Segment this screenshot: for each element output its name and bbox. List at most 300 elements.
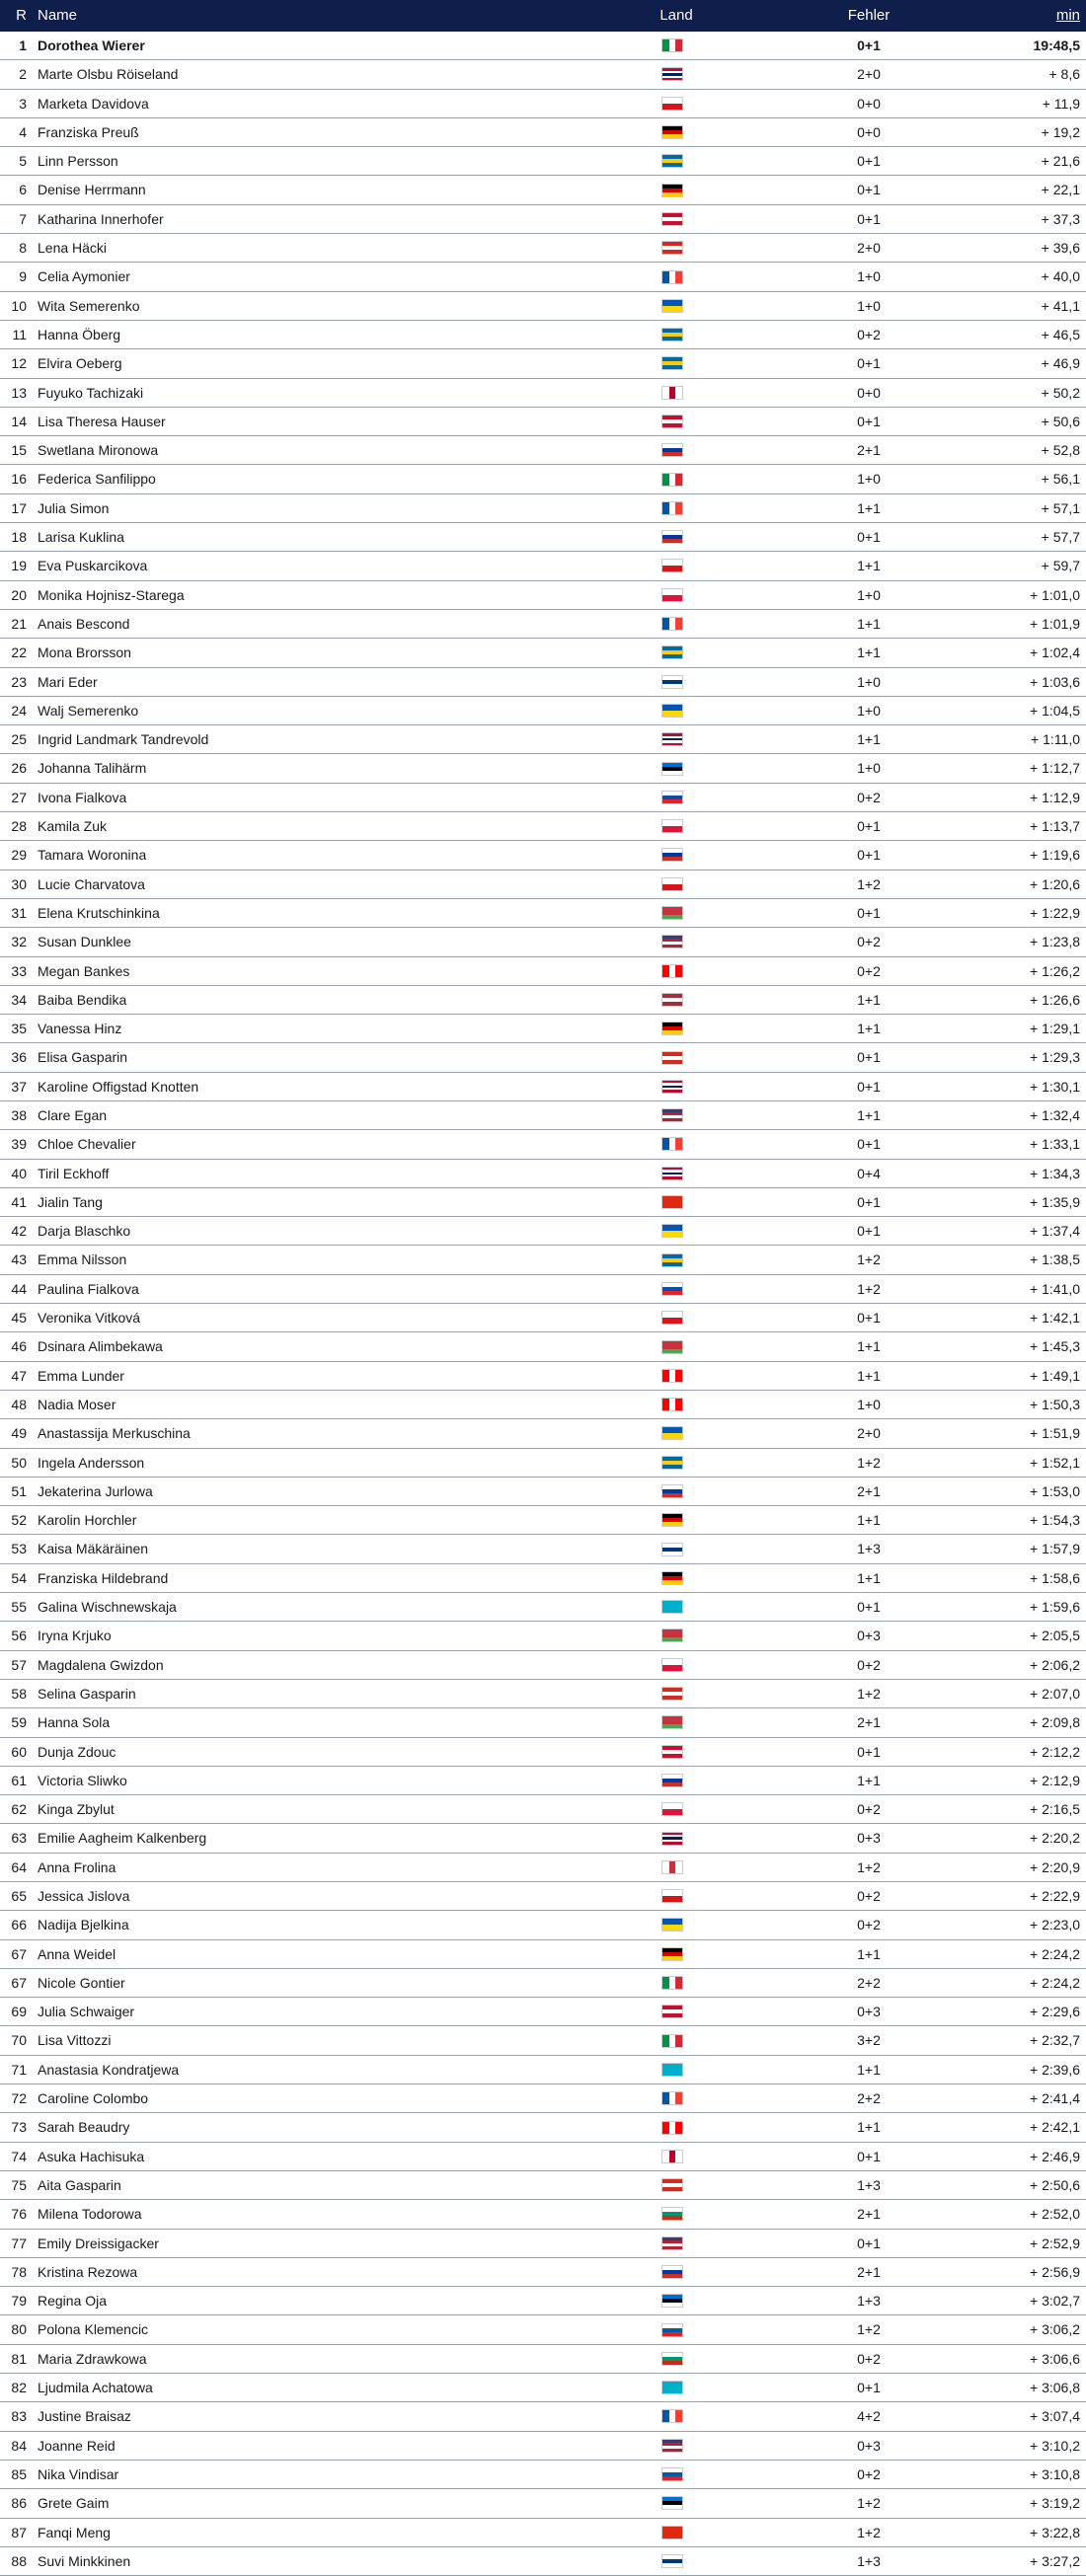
rank-cell: 47	[11, 1367, 27, 1384]
rank-cell: 39	[11, 1136, 27, 1153]
athlete-name: Iryna Krjuko	[38, 1628, 112, 1644]
land-header[interactable]: Land	[659, 7, 693, 24]
athlete-name: Tamara Woronina	[38, 847, 147, 864]
rank-cell: 74	[11, 2148, 27, 2164]
table-row[interactable]	[0, 2084, 1086, 2113]
country-flag-icon	[661, 1918, 683, 1932]
table-row[interactable]	[0, 1969, 1086, 1998]
rank-cell: 84	[11, 2437, 27, 2454]
table-row[interactable]	[0, 1160, 1086, 1188]
shooting-errors: 0+0	[857, 95, 881, 112]
athlete-name: Ivona Fialkova	[38, 789, 127, 805]
country-flag-icon	[661, 1543, 683, 1556]
time-behind: + 39,6	[1041, 240, 1080, 257]
rank-cell: 81	[11, 2350, 27, 2367]
time-behind: + 1:22,9	[1030, 904, 1080, 921]
rank-cell: 72	[11, 2090, 27, 2107]
table-row[interactable]	[0, 2056, 1086, 2084]
country-flag-icon	[661, 1022, 683, 1035]
rank-cell: 34	[11, 991, 27, 1008]
rank-cell: 20	[11, 586, 27, 603]
athlete-name: Denise Herrmann	[38, 182, 146, 198]
country-flag-icon	[661, 588, 683, 602]
rank-cell: 51	[11, 1482, 27, 1499]
country-flag-icon	[661, 2352, 683, 2366]
table-row[interactable]	[0, 697, 1086, 725]
athlete-name: Clare Egan	[38, 1106, 108, 1123]
rank-cell: 76	[11, 2206, 27, 2223]
time-behind: + 2:29,6	[1030, 2004, 1080, 2020]
table-row[interactable]	[0, 1680, 1086, 1708]
rank-cell: 26	[11, 760, 27, 777]
rank-cell: 2	[19, 66, 27, 83]
country-flag-icon	[661, 38, 683, 52]
country-flag-icon	[661, 1456, 683, 1470]
table-row[interactable]	[0, 1824, 1086, 1853]
athlete-name: Nicole Gontier	[38, 1974, 125, 1991]
time-behind: + 2:50,6	[1030, 2176, 1080, 2193]
shooting-errors: 2+2	[857, 2090, 881, 2107]
time-behind: + 1:51,9	[1030, 1425, 1080, 1442]
country-flag-icon	[661, 1108, 683, 1122]
time-behind: + 1:03,6	[1030, 673, 1080, 690]
rank-cell: 45	[11, 1310, 27, 1326]
time-behind: + 1:20,6	[1030, 875, 1080, 892]
country-flag-icon	[661, 241, 683, 255]
table-row[interactable]	[0, 668, 1086, 697]
time-behind: + 46,9	[1041, 355, 1080, 372]
table-row[interactable]	[0, 321, 1086, 349]
table-row[interactable]	[0, 118, 1086, 147]
shooting-errors: 0+3	[857, 2004, 881, 2020]
rank-cell: 53	[11, 1541, 27, 1557]
athlete-name: Ingrid Landmark Tandrevold	[38, 731, 209, 748]
shooting-errors: 0+0	[857, 123, 881, 140]
athlete-name: Jekaterina Jurlowa	[38, 1482, 153, 1499]
athlete-name: Emma Nilsson	[38, 1251, 127, 1268]
athlete-name: Hanna Öberg	[38, 326, 121, 342]
rank-cell: 66	[11, 1917, 27, 1933]
athlete-name: Sarah Beaudry	[38, 2119, 130, 2136]
athlete-name: Elisa Gasparin	[38, 1049, 128, 1066]
athlete-name: Selina Gasparin	[38, 1685, 136, 1702]
table-row[interactable]	[0, 176, 1086, 204]
country-flag-icon	[661, 2034, 683, 2048]
rank-cell: 67	[11, 1945, 27, 1962]
table-body	[0, 32, 1086, 2576]
table-row[interactable]	[0, 2113, 1086, 2142]
athlete-name: Anastassija Merkuschina	[38, 1425, 191, 1442]
table-row[interactable]	[0, 552, 1086, 580]
table-row[interactable]	[0, 2374, 1086, 2402]
table-row[interactable]	[0, 725, 1086, 754]
table-row[interactable]	[0, 60, 1086, 89]
country-flag-icon	[661, 2063, 683, 2077]
table-row[interactable]	[0, 465, 1086, 493]
athlete-name: Galina Wischnewskaja	[38, 1599, 177, 1616]
table-row[interactable]	[0, 1246, 1086, 1274]
table-row[interactable]	[0, 1362, 1086, 1391]
athlete-name: Marketa Davidova	[38, 95, 149, 112]
country-flag-icon	[661, 1253, 683, 1267]
shooting-errors: 2+1	[857, 442, 881, 459]
athlete-name: Suvi Minkkinen	[38, 2552, 131, 2569]
table-row[interactable]	[0, 1130, 1086, 1159]
table-row[interactable]	[0, 1738, 1086, 1767]
time-behind: + 1:12,7	[1030, 760, 1080, 777]
time-behind: 19:48,5	[1033, 38, 1080, 53]
time-behind: + 1:45,3	[1030, 1338, 1080, 1355]
time-behind: + 3:19,2	[1030, 2495, 1080, 2512]
athlete-name: Regina Oja	[38, 2293, 108, 2310]
table-row[interactable]	[0, 1535, 1086, 1563]
shooting-errors: 2+1	[857, 2206, 881, 2223]
rank-cell: 87	[11, 2524, 27, 2540]
time-behind: + 1:58,6	[1030, 1569, 1080, 1586]
athlete-name: Chloe Chevalier	[38, 1136, 136, 1153]
table-row[interactable]	[0, 436, 1086, 465]
country-flag-icon	[661, 993, 683, 1007]
table-row[interactable]	[0, 2200, 1086, 2229]
rank-cell: 11	[12, 326, 27, 342]
table-row[interactable]	[0, 1188, 1086, 1217]
time-behind: + 3:07,4	[1030, 2408, 1080, 2425]
country-flag-icon	[661, 530, 683, 544]
rank-cell: 28	[11, 818, 27, 835]
athlete-name: Johanna Talihärm	[38, 760, 147, 777]
time-behind: + 2:20,9	[1030, 1858, 1080, 1875]
table-row[interactable]	[0, 205, 1086, 234]
table-row[interactable]	[0, 1767, 1086, 1795]
country-flag-icon	[661, 819, 683, 833]
country-flag-icon	[661, 906, 683, 920]
rank-cell: 30	[11, 875, 27, 892]
time-header[interactable]: min	[1055, 7, 1080, 24]
table-row[interactable]	[0, 841, 1086, 870]
time-behind: + 2:56,9	[1030, 2263, 1080, 2280]
table-row[interactable]	[0, 1449, 1086, 1477]
time-behind: + 1:02,4	[1030, 644, 1080, 661]
time-behind: + 1:19,6	[1030, 847, 1080, 864]
athlete-name: Grete Gaim	[38, 2495, 110, 2512]
shooting-errors: 1+1	[857, 1772, 881, 1788]
time-behind: + 1:59,6	[1030, 1599, 1080, 1616]
table-row[interactable]	[0, 292, 1086, 321]
time-behind: + 2:20,2	[1030, 1830, 1080, 1847]
time-behind: + 1:12,9	[1030, 789, 1080, 805]
table-row[interactable]	[0, 784, 1086, 812]
shooting-errors: 1+1	[857, 1338, 881, 1355]
table-row[interactable]	[0, 379, 1086, 408]
rank-cell: 35	[11, 1021, 27, 1037]
table-header	[0, 0, 1086, 32]
country-flag-icon	[661, 762, 683, 776]
shooting-errors: 1+0	[857, 702, 881, 719]
table-row[interactable]	[0, 1275, 1086, 1304]
rank-cell: 50	[11, 1454, 27, 1471]
time-behind: + 1:49,1	[1030, 1367, 1080, 1384]
table-row[interactable]	[0, 2315, 1086, 2344]
table-row[interactable]	[0, 2461, 1086, 2489]
country-flag-icon	[661, 356, 683, 370]
table-row[interactable]	[0, 32, 1086, 60]
shooting-errors: 0+2	[857, 962, 881, 979]
table-row[interactable]	[0, 1332, 1086, 1361]
athlete-name: Nadija Bjelkina	[38, 1917, 129, 1933]
time-behind: + 3:22,8	[1030, 2524, 1080, 2540]
time-behind: + 1:26,6	[1030, 991, 1080, 1008]
table-row[interactable]	[0, 2287, 1086, 2315]
rank-cell: 57	[11, 1656, 27, 1673]
table-row[interactable]	[0, 986, 1086, 1015]
shooting-errors: 2+1	[857, 1714, 881, 1731]
table-row[interactable]	[0, 1940, 1086, 1969]
table-row[interactable]	[0, 1593, 1086, 1622]
shooting-errors: 1+2	[857, 1454, 881, 1471]
table-row[interactable]	[0, 1419, 1086, 1448]
rank-cell: 1	[19, 38, 27, 53]
table-row[interactable]	[0, 408, 1086, 436]
athlete-name: Julia Simon	[38, 499, 110, 516]
athlete-name: Ljudmila Achatowa	[38, 2380, 153, 2396]
table-row[interactable]	[0, 90, 1086, 118]
shooting-errors: 1+1	[857, 1569, 881, 1586]
table-row[interactable]	[0, 812, 1086, 841]
shooting-errors: 0+1	[857, 1223, 881, 1240]
rank-cell: 78	[11, 2263, 27, 2280]
time-behind: + 2:12,9	[1030, 1772, 1080, 1788]
rank-cell: 52	[11, 1512, 27, 1529]
table-row[interactable]	[0, 1998, 1086, 2026]
country-flag-icon	[661, 732, 683, 746]
table-row[interactable]	[0, 1506, 1086, 1535]
rank-cell: 13	[11, 384, 27, 401]
rank-cell: 29	[11, 847, 27, 864]
rank-cell: 60	[11, 1743, 27, 1760]
country-flag-icon	[661, 2554, 683, 2568]
shooting-errors: 0+1	[857, 1136, 881, 1153]
table-row[interactable]	[0, 1795, 1086, 1824]
table-row[interactable]	[0, 2547, 1086, 2576]
rank-cell: 49	[11, 1425, 27, 1442]
table-row[interactable]	[0, 1911, 1086, 1939]
country-flag-icon	[661, 1426, 683, 1440]
table-row[interactable]	[0, 1101, 1086, 1130]
table-row[interactable]	[0, 2402, 1086, 2431]
table-row[interactable]	[0, 1217, 1086, 1246]
table-row[interactable]	[0, 494, 1086, 523]
shooting-errors: 0+2	[857, 1801, 881, 1818]
table-row[interactable]	[0, 1882, 1086, 1911]
table-row[interactable]	[0, 1708, 1086, 1737]
rank-cell: 62	[11, 1801, 27, 1818]
table-row[interactable]	[0, 2230, 1086, 2258]
athlete-name: Nika Vindisar	[38, 2465, 119, 2482]
athlete-name: Veronika Vitková	[38, 1310, 141, 1326]
time-behind: + 1:30,1	[1030, 1078, 1080, 1095]
athlete-name: Hanna Sola	[38, 1714, 111, 1731]
shooting-errors: 0+1	[857, 210, 881, 227]
country-flag-icon	[661, 270, 683, 284]
athlete-name: Susan Dunklee	[38, 934, 131, 950]
shooting-errors: 2+2	[857, 1974, 881, 1991]
table-row[interactable]	[0, 1043, 1086, 1072]
athlete-name: Walj Semerenko	[38, 702, 139, 719]
table-row[interactable]	[0, 1391, 1086, 1419]
time-behind: + 1:23,8	[1030, 934, 1080, 950]
table-row[interactable]	[0, 523, 1086, 552]
country-flag-icon	[661, 1774, 683, 1787]
table-row[interactable]	[0, 610, 1086, 639]
shooting-errors: 0+3	[857, 1628, 881, 1644]
shooting-errors: 2+1	[857, 2263, 881, 2280]
table-row[interactable]	[0, 957, 1086, 986]
rank-cell: 7	[19, 210, 27, 227]
table-row[interactable]	[0, 349, 1086, 378]
table-row[interactable]	[0, 234, 1086, 263]
athlete-name: Milena Todorowa	[38, 2206, 142, 2223]
time-behind: + 8,6	[1048, 66, 1080, 83]
table-row[interactable]	[0, 2432, 1086, 2461]
rank-cell: 5	[19, 153, 27, 170]
athlete-name: Franziska Hildebrand	[38, 1569, 169, 1586]
table-row[interactable]	[0, 899, 1086, 928]
shooting-errors: 1+2	[857, 1858, 881, 1875]
shooting-errors: 4+2	[857, 2408, 881, 2425]
table-row[interactable]	[0, 754, 1086, 783]
athlete-name: Wita Semerenko	[38, 297, 140, 314]
shooting-errors: 0+1	[857, 153, 881, 170]
shooting-errors: 0+2	[857, 326, 881, 342]
country-flag-icon	[661, 328, 683, 341]
table-row[interactable]	[0, 639, 1086, 667]
time-behind: + 1:50,3	[1030, 1396, 1080, 1412]
country-flag-icon	[661, 2439, 683, 2453]
country-flag-icon	[661, 1976, 683, 1990]
athlete-name: Tiril Eckhoff	[38, 1165, 110, 1181]
country-flag-icon	[661, 1832, 683, 1846]
table-row[interactable]	[0, 1477, 1086, 1506]
shooting-errors: 0+1	[857, 529, 881, 546]
rank-header[interactable]: R	[16, 7, 27, 24]
table-row[interactable]	[0, 1651, 1086, 1680]
table-row[interactable]	[0, 2345, 1086, 2374]
table-row[interactable]	[0, 1854, 1086, 1882]
rank-cell: 64	[11, 1858, 27, 1875]
country-flag-icon	[661, 443, 683, 457]
country-flag-icon	[661, 2265, 683, 2279]
shooting-errors: 1+2	[857, 2524, 881, 2540]
time-behind: + 2:46,9	[1030, 2148, 1080, 2164]
table-row[interactable]	[0, 1622, 1086, 1650]
country-flag-icon	[661, 1715, 683, 1729]
athlete-name: Mari Eder	[38, 673, 98, 690]
country-flag-icon	[661, 1080, 683, 1094]
shooting-errors: 0+3	[857, 1830, 881, 1847]
athlete-name: Caroline Colombo	[38, 2090, 149, 2107]
rank-cell: 86	[11, 2495, 27, 2512]
time-behind: + 1:04,5	[1030, 702, 1080, 719]
athlete-name: Emilie Aagheim Kalkenberg	[38, 1830, 207, 1847]
table-row[interactable]	[0, 2489, 1086, 2518]
athlete-name: Federica Sanfilippo	[38, 471, 156, 488]
time-behind: + 37,3	[1041, 210, 1080, 227]
country-flag-icon	[661, 2323, 683, 2337]
athlete-name: Jessica Jislova	[38, 1888, 130, 1904]
shooting-errors: 1+0	[857, 1396, 881, 1412]
shooting-errors: 1+0	[857, 760, 881, 777]
table-row[interactable]	[0, 1015, 1086, 1043]
shooting-errors: 2+0	[857, 240, 881, 257]
table-row[interactable]	[0, 2026, 1086, 2055]
athlete-name: Anastasia Kondratjewa	[38, 2061, 180, 2078]
table-row[interactable]	[0, 1564, 1086, 1593]
table-row[interactable]	[0, 2258, 1086, 2287]
table-row[interactable]	[0, 2143, 1086, 2171]
table-row[interactable]	[0, 871, 1086, 899]
table-row[interactable]	[0, 581, 1086, 610]
shooting-errors: 0+2	[857, 1917, 881, 1933]
table-row[interactable]	[0, 928, 1086, 956]
time-behind: + 2:05,5	[1030, 1628, 1080, 1644]
time-behind: + 19,2	[1041, 123, 1080, 140]
country-flag-icon	[661, 1629, 683, 1642]
country-flag-icon	[661, 97, 683, 111]
time-behind: + 3:06,6	[1030, 2350, 1080, 2367]
athlete-name: Celia Aymonier	[38, 268, 130, 285]
country-flag-icon	[661, 1195, 683, 1209]
shooting-errors: 1+0	[857, 673, 881, 690]
rank-cell: 70	[11, 2032, 27, 2049]
athlete-name: Darja Blaschko	[38, 1223, 131, 1240]
country-flag-icon	[661, 2236, 683, 2250]
shooting-errors: 1+1	[857, 1367, 881, 1384]
rank-cell: 59	[11, 1714, 27, 1731]
table-row[interactable]	[0, 263, 1086, 291]
shooting-errors: 1+3	[857, 1541, 881, 1557]
time-behind: + 11,9	[1042, 95, 1080, 112]
shooting-errors: 1+3	[857, 2552, 881, 2569]
table-row[interactable]	[0, 147, 1086, 176]
country-flag-icon	[661, 2121, 683, 2135]
country-flag-icon	[661, 848, 683, 862]
country-flag-icon	[661, 2526, 683, 2539]
rank-cell: 17	[11, 499, 27, 516]
shooting-errors: 0+2	[857, 789, 881, 805]
time-behind: + 1:01,9	[1030, 615, 1080, 632]
time-behind: + 1:11,0	[1031, 731, 1080, 748]
table-row[interactable]	[0, 1304, 1086, 1332]
time-behind: + 56,1	[1041, 471, 1080, 488]
country-flag-icon	[661, 1398, 683, 1411]
fehler-header[interactable]: Fehler	[847, 7, 891, 24]
table-row[interactable]	[0, 2519, 1086, 2547]
shooting-errors: 1+1	[857, 731, 881, 748]
country-flag-icon	[661, 2178, 683, 2192]
name-header[interactable]: Name	[38, 7, 78, 24]
time-behind: + 1:13,7	[1030, 818, 1080, 835]
time-behind: + 1:34,3	[1030, 1165, 1080, 1181]
table-row[interactable]	[0, 2171, 1086, 2200]
athlete-name: Kristina Rezowa	[38, 2263, 138, 2280]
shooting-errors: 1+2	[857, 1685, 881, 1702]
table-row[interactable]	[0, 1073, 1086, 1101]
athlete-name: Larisa Kuklina	[38, 529, 124, 546]
time-behind: + 1:57,9	[1030, 1541, 1080, 1557]
time-behind: + 22,1	[1041, 182, 1080, 198]
rank-cell: 79	[11, 2293, 27, 2310]
athlete-name: Elena Krutschinkina	[38, 904, 160, 921]
